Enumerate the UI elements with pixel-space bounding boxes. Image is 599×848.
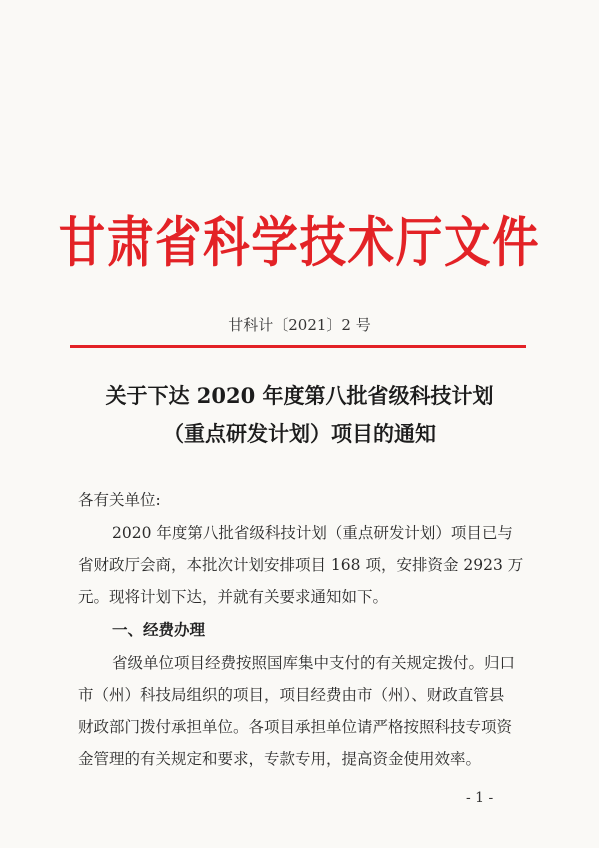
paragraph-2-line-2: 市（州）科技局组织的项目，项目经费由市（州）、财政直管县 [78,686,505,704]
document-number: 甘科计〔2021〕2 号 [228,316,371,334]
red-separator-rule [70,345,526,348]
page-number: - 1 - [466,790,494,806]
paragraph-2-line-3: 财政部门拨付承担单位。各项目承担单位请严格按照科技专项资 [78,718,513,736]
notice-title-line-1: 关于下达 2020 年度第八批省级科技计划 [105,383,494,408]
paragraph-1-line-3: 元。现将计划下达，并就有关要求通知如下。 [78,588,389,606]
paragraph-2-line-4: 金管理的有关规定和要求，专款专用，提高资金使用效率。 [78,750,482,768]
notice-title-line-2: （重点研发计划）项目的通知 [163,421,436,446]
paragraph-2-line-1: 省级单位项目经费按照国库集中支付的有关规定拨付。归口 [112,654,516,672]
section-1-heading: 一、经费办理 [112,620,206,639]
salutation: 各有关单位: [78,491,161,509]
paragraph-1-line-1: 2020 年度第八批省级科技计划（重点研发计划）项目已与 [112,524,513,542]
paragraph-1-line-2: 省财政厅会商，本批次计划安排项目 168 项，安排资金 2923 万 [78,556,524,574]
issuer-header-title: 甘肃省科学技术厅文件 [58,210,541,274]
